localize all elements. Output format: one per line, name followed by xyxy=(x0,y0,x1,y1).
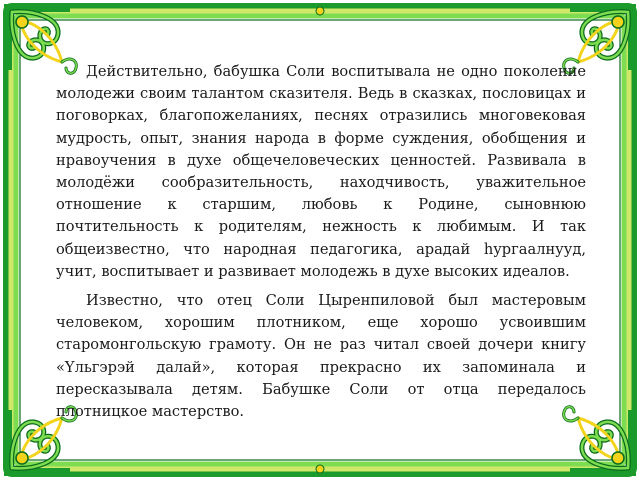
paragraph-2: Известно, что отец Соли Цыренпиловой был мастеровым человеком, хорошим плотником, еще хорошо усвоившим старомонгольскую грамоту. Он не раз читал своей дочери книгу «Үльгэрэй далай», которая прекрасно их запоминала и пересказывала детям. Бабушке Соли от отца передалось плотницкое мастерство. xyxy=(56,292,586,421)
main-text xyxy=(56,61,586,430)
frame-top-center-ornament xyxy=(316,7,324,15)
paragraph-1: Действительно, бабушка Соли воспитывала не одно поколение молодежи своим талантом сказителя. Ведь в сказках, пословицах и поговорках, благопожеланиях, песнях отразились многовековая мудрость, опыт, знания народа в форме суждения, обобщения и нравоучения в духе общечеловеческих ценностей. Развивала в молодёжи сообразительность, находчивость, уважительное отношение к старшим, любовь к Родине, сыновнюю почтительность к родителям, нежность к любимым. И так общеизвестно, что народная педагогика, арадай һургаалнууд, учит, воспитывает и развивает молодежь в духе высоких идеалов. xyxy=(56,63,586,280)
frame-bottom-center-ornament xyxy=(316,465,324,473)
